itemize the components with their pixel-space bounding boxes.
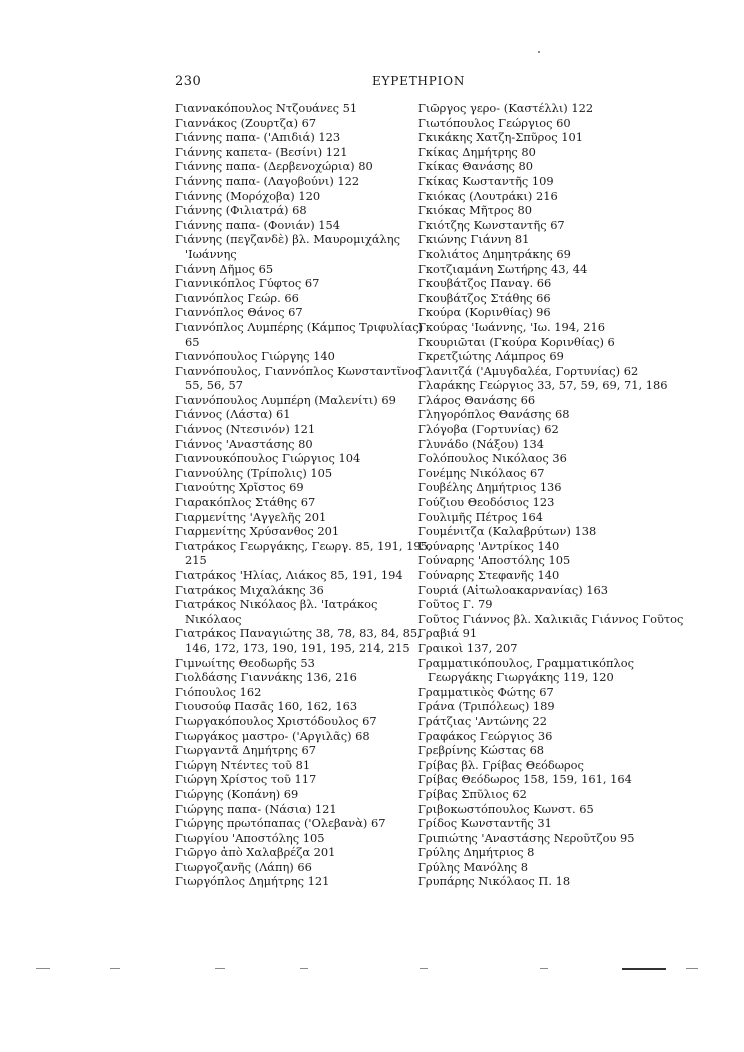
index-entry: Γιάννης παπα- (Δερβενοχώρια) 80 [175, 159, 373, 174]
index-entry: Γλανιτζά ('Αμυγδαλέα, Γορτυνίας) 62 [418, 363, 639, 378]
index-entry: Γουλιμῆς Πέτρος 164 [418, 509, 544, 524]
index-entry: Γλάρος Θανάσης 66 [418, 392, 536, 407]
scan-artifact [540, 968, 548, 969]
index-entry: Γιανούτης Χρῖστος 69 [175, 480, 304, 495]
index-entry: Γραμματικόπουλος, Γραμματικόπλος Γεωργάκης Γιωργάκης 119, 120 [418, 655, 634, 685]
index-entry: Γιάννης (Φιλιατρά) 68 [175, 203, 307, 218]
running-title: ΕΥΡΕΤΗΡΙΟΝ [372, 74, 466, 88]
index-entry: Γιῶργο ἀπὸ Χαλαβρέζα 201 [175, 845, 336, 860]
index-entry: Γιαννόπουλος Λυμπέρη (Μαλενίτι) 69 [175, 392, 396, 407]
index-entry: Γκιόκας Μῆτρος 80 [418, 203, 532, 218]
index-entry: Γούζιου Θεοδόσιος 123 [418, 495, 555, 510]
index-entry: Γιωργακόπουλος Χριστόδουλος 67 [175, 713, 377, 728]
index-entry: Γιώργη Χρίστος τοῦ 117 [175, 772, 317, 787]
index-entry: Γιώργη Ντέντες τοῦ 81 [175, 757, 311, 772]
index-entry: Γρυπάρης Νικόλαος Π. 18 [418, 874, 571, 889]
index-entry: Γκουβάτζος Στάθης 66 [418, 290, 551, 305]
index-entry: Γράτζιας 'Αντώνης 22 [418, 713, 548, 728]
scan-artifact [215, 968, 225, 969]
index-entry: Γιωργόπλος Δημήτρης 121 [175, 874, 330, 889]
index-entry: Γουριά (Αἰτωλοακαρνανίας) 163 [418, 582, 609, 597]
index-entry: Γρίβας βλ. Γρίβας Θεόδωρος [418, 757, 584, 772]
index-entry: Γιαρμενίτης 'Αγγελῆς 201 [175, 509, 327, 524]
index-entry: Γρύλης Δημήτριος 8 [418, 845, 535, 860]
index-entry: Γριπιώτης 'Αναστάσης Νεροῦτζου 95 [418, 830, 635, 845]
index-entry: Γουμένιτζα (Καλαβρύτων) 138 [418, 524, 597, 539]
index-entry: Γιωτόπουλος Γεώργιος 60 [418, 115, 571, 130]
index-entry: Γιῶργος γερο- (Καστέλλι) 122 [418, 101, 594, 115]
index-entry: Γιατράκος Νικόλαος βλ. 'Ιατράκος Νικόλαος [175, 597, 378, 626]
index-entry: Γραφάκος Γεώργιος 36 [418, 728, 553, 743]
index-entry: Γκίκας Θανάσης 80 [418, 159, 534, 174]
index-entry: Γιάννης παπα- (Φονιάν) 154 [175, 217, 341, 232]
index-entry: Γκίκας Κωσταντῆς 109 [418, 173, 554, 188]
scan-artifact [622, 968, 666, 970]
index-entry: Γριβοκωστόπουλος Κωνστ. 65 [418, 801, 594, 816]
index-entry: Γιολδάσης Γιαννάκης 136, 216 [175, 670, 357, 685]
index-entry: Γιαννόπλος Θάνος 67 [175, 305, 303, 320]
index-entry: Γοῦτος Γιάννος βλ. Χαλικιᾶς Γιάννος Γοῦτος [418, 611, 684, 626]
index-entry: Γιαννικόπλος Γύφτος 67 [175, 276, 320, 291]
index-entry: Γκιότζης Κωνσταντῆς 67 [418, 217, 565, 232]
index-entry: Γκολιάτος Δημητράκης 69 [418, 246, 571, 261]
index-entry: Γκικάκης Χατζη-Σπῦρος 101 [418, 130, 583, 145]
index-entry: Γκιόκας (Λουτράκι) 216 [418, 188, 558, 203]
index-entry: Γιατράκος Γεωργάκης, Γεωργ. 85, 191, 195, 215 [175, 538, 432, 568]
index-entry: Γιάννος (Λάστα) 61 [175, 407, 291, 422]
index-entry: Γιωργαντᾶ Δημήτρης 67 [175, 743, 316, 758]
scan-artifact [110, 968, 120, 969]
index-entry: Γιώργης παπα- (Νάσια) 121 [175, 801, 337, 816]
scan-artifact [686, 968, 698, 969]
index-entry: Γονέμης Νικόλαος 67 [418, 465, 545, 480]
index-entry: Γιόπουλος 162 [175, 684, 262, 699]
index-entry: Γκρετζιώτης Λάμπρος 69 [418, 349, 564, 364]
index-entry: Γούναρης 'Αποστόλης 105 [418, 553, 571, 568]
index-entry: Γιαννόπουλος Γιώργης 140 [175, 349, 335, 364]
index-entry: Γιαρμενίτης Χρύσανθος 201 [175, 524, 340, 539]
index-entry: Γρύλης Μανόλης 8 [418, 859, 528, 874]
index-entry: Γιάννος 'Αναστάσης 80 [175, 436, 313, 451]
index-column-right [418, 101, 686, 889]
index-entry: Γράνα (Τριπόλεως) 189 [418, 699, 555, 714]
index-entry: Γραικοὶ 137, 207 [418, 640, 518, 655]
index-entry: Γκιώνης Γιάννη 81 [418, 232, 530, 247]
index-entry: Γούναρης Στεφανῆς 140 [418, 568, 560, 582]
index-column-left [175, 101, 437, 889]
index-entry: Γιαννουκόπουλος Γιώργιος 104 [175, 451, 361, 466]
index-entry: Γραβιά 91 [418, 626, 478, 641]
scan-artifact [36, 968, 50, 969]
index-entry: Γιαννόπλος Λυμπέρης (Κάμπος Τριφυλίας) 65 [175, 319, 424, 349]
index-entry: Γρίβας Σπῦλιος 62 [418, 786, 527, 801]
index-entry: Γιατράκος Μιχαλάκης 36 [175, 582, 324, 597]
index-entry: Γλαράκης Γεώργιος 33, 57, 59, 69, 71, 186 [418, 378, 668, 393]
index-entry: Γιωργίου 'Αποστόλης 105 [175, 830, 325, 845]
index-entry: Γκούρας 'Ιωάννης, 'Ιω. 194, 216 [418, 319, 605, 334]
index-entry: Γρίβας Θεόδωρος 158, 159, 161, 164 [418, 772, 632, 787]
index-entry: Γιώργης πρωτόπαπας ('Ολεβανὰ) 67 [175, 816, 386, 831]
index-entry: Γούναρης 'Αντρίκος 140 [418, 538, 560, 553]
index-entry: Γιαννόπουλος, Γιαννόπλος Κωνσταντῖνος 55, 56, 57 [175, 363, 422, 393]
index-entry: Γιάννος (Ντεσινόν) 121 [175, 422, 316, 437]
index-entry: Γιωργάκος μαστρο- ('Αργιλᾶς) 68 [175, 728, 370, 743]
index-entry: Γιωργοζανῆς (Λάπη) 66 [175, 859, 312, 874]
index-entry: Γιάννης καπετα- (Βεσίνι) 121 [175, 144, 348, 159]
index-entry: Γλυνάδο (Νάξου) 134 [418, 436, 544, 451]
scan-artifact [420, 968, 428, 969]
index-entry: Γιάννης (πεγζανδὲ) βλ. Μαυρομιχάλης 'Ιωάννης [175, 232, 400, 261]
index-entry: Γιάννη Δῆμος 65 [175, 261, 274, 276]
index-entry: Γιαννόπλος Γεώρ. 66 [175, 290, 299, 305]
index-entry: Γιαννακόπουλος Ντζουάνες 51 [175, 101, 358, 115]
index-entry: Γιατράκος 'Ηλίας, Λιάκος 85, 191, 194 [175, 568, 403, 582]
index-entry: Γοῦτος Γ. 79 [418, 597, 493, 612]
index-entry: Γιαννάκος (Ζουρτζα) 67 [175, 115, 317, 130]
index-entry: Γιώργης (Κοπάνη) 69 [175, 786, 299, 801]
index-entry: Γραμματικὸς Φώτης 67 [418, 684, 554, 699]
index-entry: Γουβέλης Δημήτριος 136 [418, 480, 562, 495]
index-entry: Γκουβάτζος Παναγ. 66 [418, 276, 552, 291]
index-entry: Γρεβρίνης Κώστας 68 [418, 743, 545, 758]
index-entry: Γιουσούφ Πασᾶς 160, 162, 163 [175, 699, 358, 714]
index-entry: Γιάννης παπα- ('Απιδιά) 123 [175, 130, 341, 145]
index-entry: Γκοτζιαμάνη Σωτήρης 43, 44 [418, 261, 588, 276]
index-entry: Γκίκας Δημήτρης 80 [418, 144, 536, 159]
index-entry: Γολόπουλος Νικόλαος 36 [418, 451, 567, 466]
scan-artifact [300, 968, 308, 969]
index-entry: Γληγορόπλος Θανάσης 68 [418, 407, 570, 422]
index-entry: Γιαρακόπλος Στάθης 67 [175, 495, 316, 510]
index-entry: Γκούρα (Κορινθίας) 96 [418, 305, 551, 320]
index-entry: Γκουριῶται (Γκούρα Κορινθίας) 6 [418, 334, 615, 349]
index-entry: Γρίδος Κωνσταντῆς 31 [418, 816, 552, 831]
index-entry: Γιάννης παπα- (Λαγοβούνι) 122 [175, 173, 360, 188]
index-entry: Γιμνωίτης Θεοδωρῆς 53 [175, 655, 315, 670]
index-entry: Γλόγοβα (Γορτυνίας) 62 [418, 422, 559, 437]
index-entry: Γιάννης (Μορόχοβα) 120 [175, 188, 321, 203]
page-number: 230 [175, 74, 202, 89]
index-entry: Γιαννούλης (Τρίπολις) 105 [175, 465, 333, 480]
index-entry: Γιατράκος Παναγιώτης 38, 78, 83, 84, 85, 146, 172, 173, 190, 191, 195, 214, 215 [175, 626, 421, 655]
speck-mark [538, 51, 540, 53]
